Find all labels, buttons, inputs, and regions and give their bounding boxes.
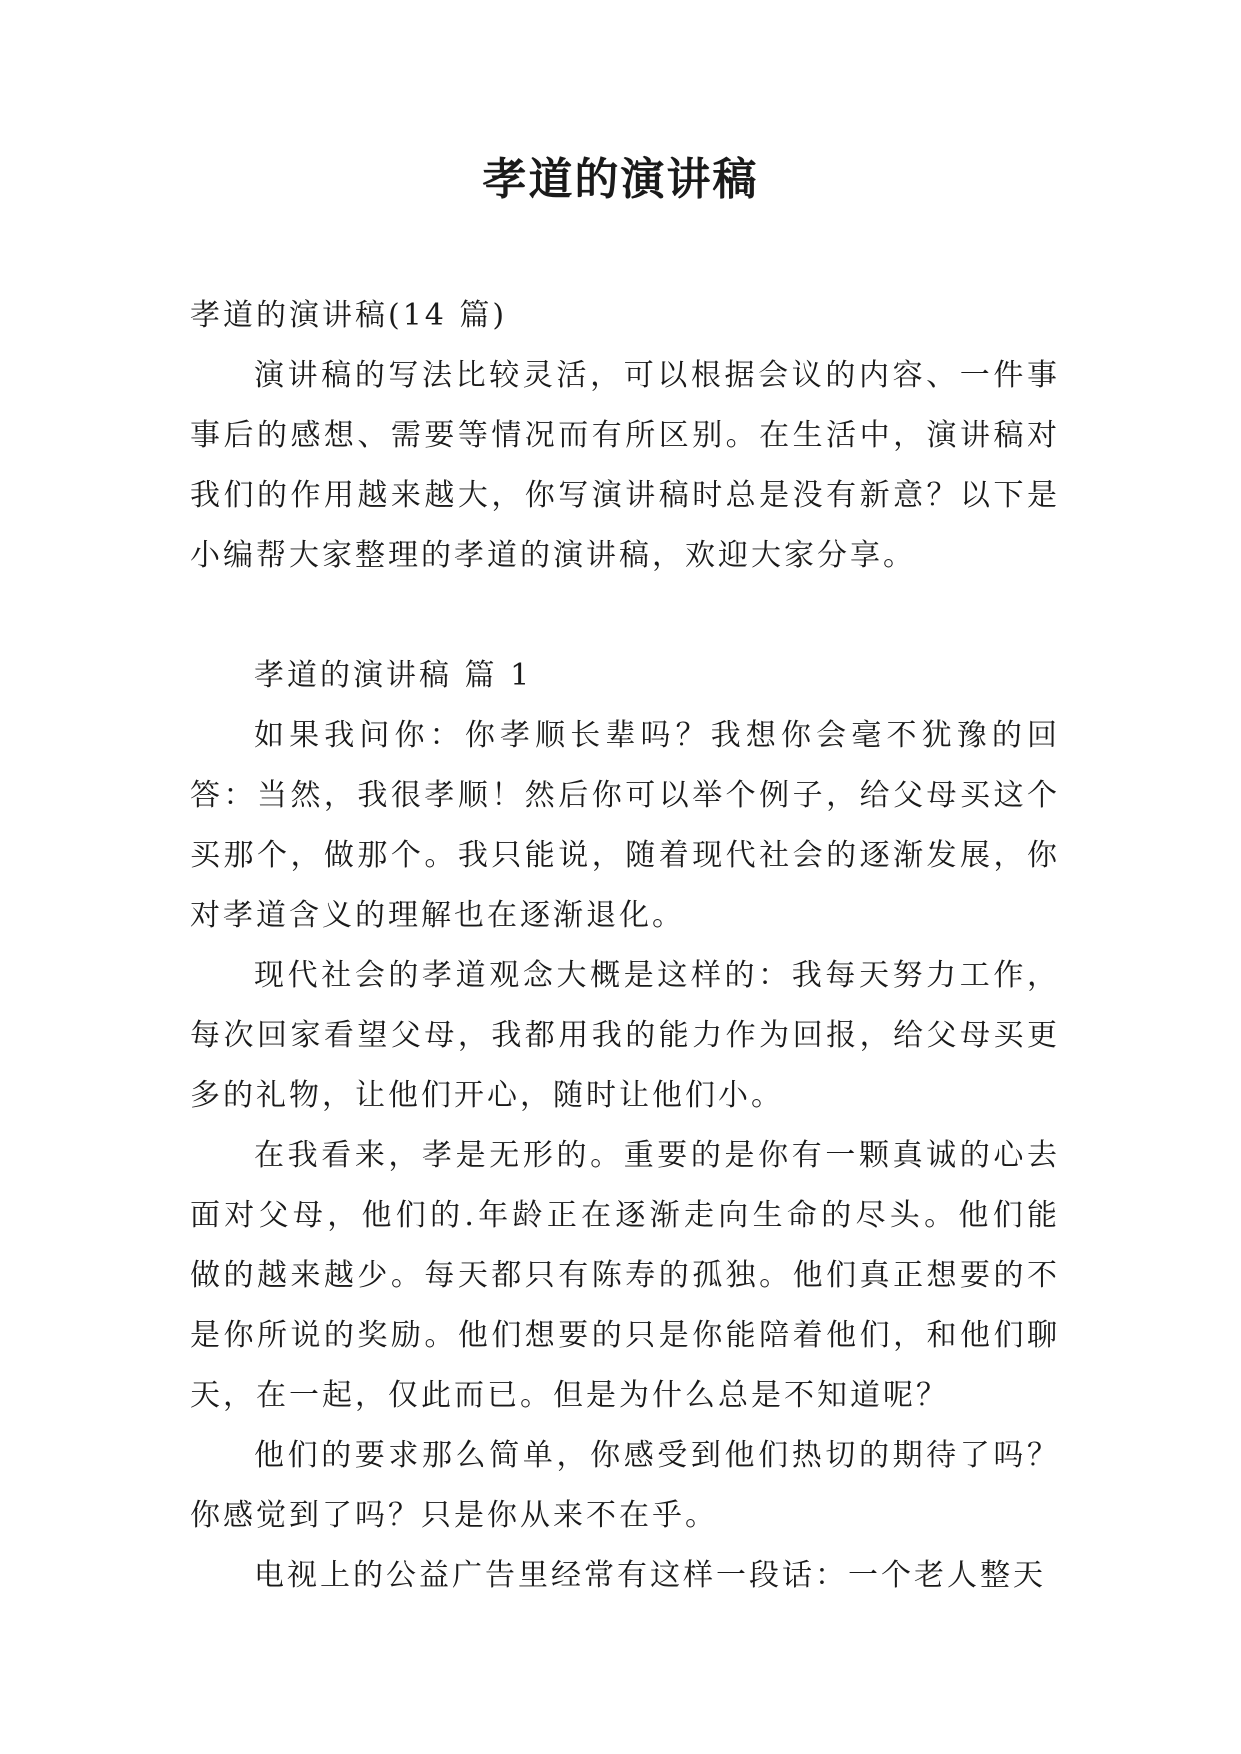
body-paragraph: 现代社会的孝道观念大概是这样的：我每天努力工作，每次回家看望父母，我都用我的能力作为回报，给父母买更多的礼物，让他们开心，随时让他们小。 (190, 958, 1060, 1113)
body-paragraph: 如果我问你：你孝顺长辈吗？我想你会毫不犹豫的回答：当然，我很孝顺！然后你可以举个例子，给父母买这个买那个，做那个。我只能说，随着现代社会的逐渐发展，你对孝道含义的理解也在逐渐退化。 (190, 718, 1060, 933)
body-paragraph: 在我看来，孝是无形的。重要的是你有一颗真诚的心去面对父母，他们的.年龄正在逐渐走向生命的尽头。他们能做的越来越少。每天都只有陈寿的孤独。他们真正想要的不是你所说的奖励。他们想要的只是你能陪着他们，和他们聊天，在一起，仅此而已。但是为什么总是不知道呢？ (190, 1138, 1060, 1413)
body-paragraph: 他们的要求那么简单，你感受到他们热切的期待了吗？你感觉到了吗？只是你从来不在乎。 (190, 1438, 1060, 1533)
document-body (190, 286, 1060, 1606)
document-subtitle: 孝道的演讲稿(14 篇) (190, 298, 508, 333)
intro-paragraph: 演讲稿的写法比较灵活，可以根据会议的内容、一件事事后的感想、需要等情况而有所区别。在生活中，演讲稿对我们的作用越来越大，你写演讲稿时总是没有新意？以下是小编帮大家整理的孝道的演讲稿，欢迎大家分享。 (190, 358, 1060, 573)
section-heading: 孝道的演讲稿 篇 1 (254, 658, 533, 693)
document-title: 孝道的演讲稿 (482, 154, 759, 205)
body-paragraph: 电视上的公益广告里经常有这样一段话：一个老人整天 (254, 1558, 1046, 1593)
section-spacer (190, 586, 1060, 646)
